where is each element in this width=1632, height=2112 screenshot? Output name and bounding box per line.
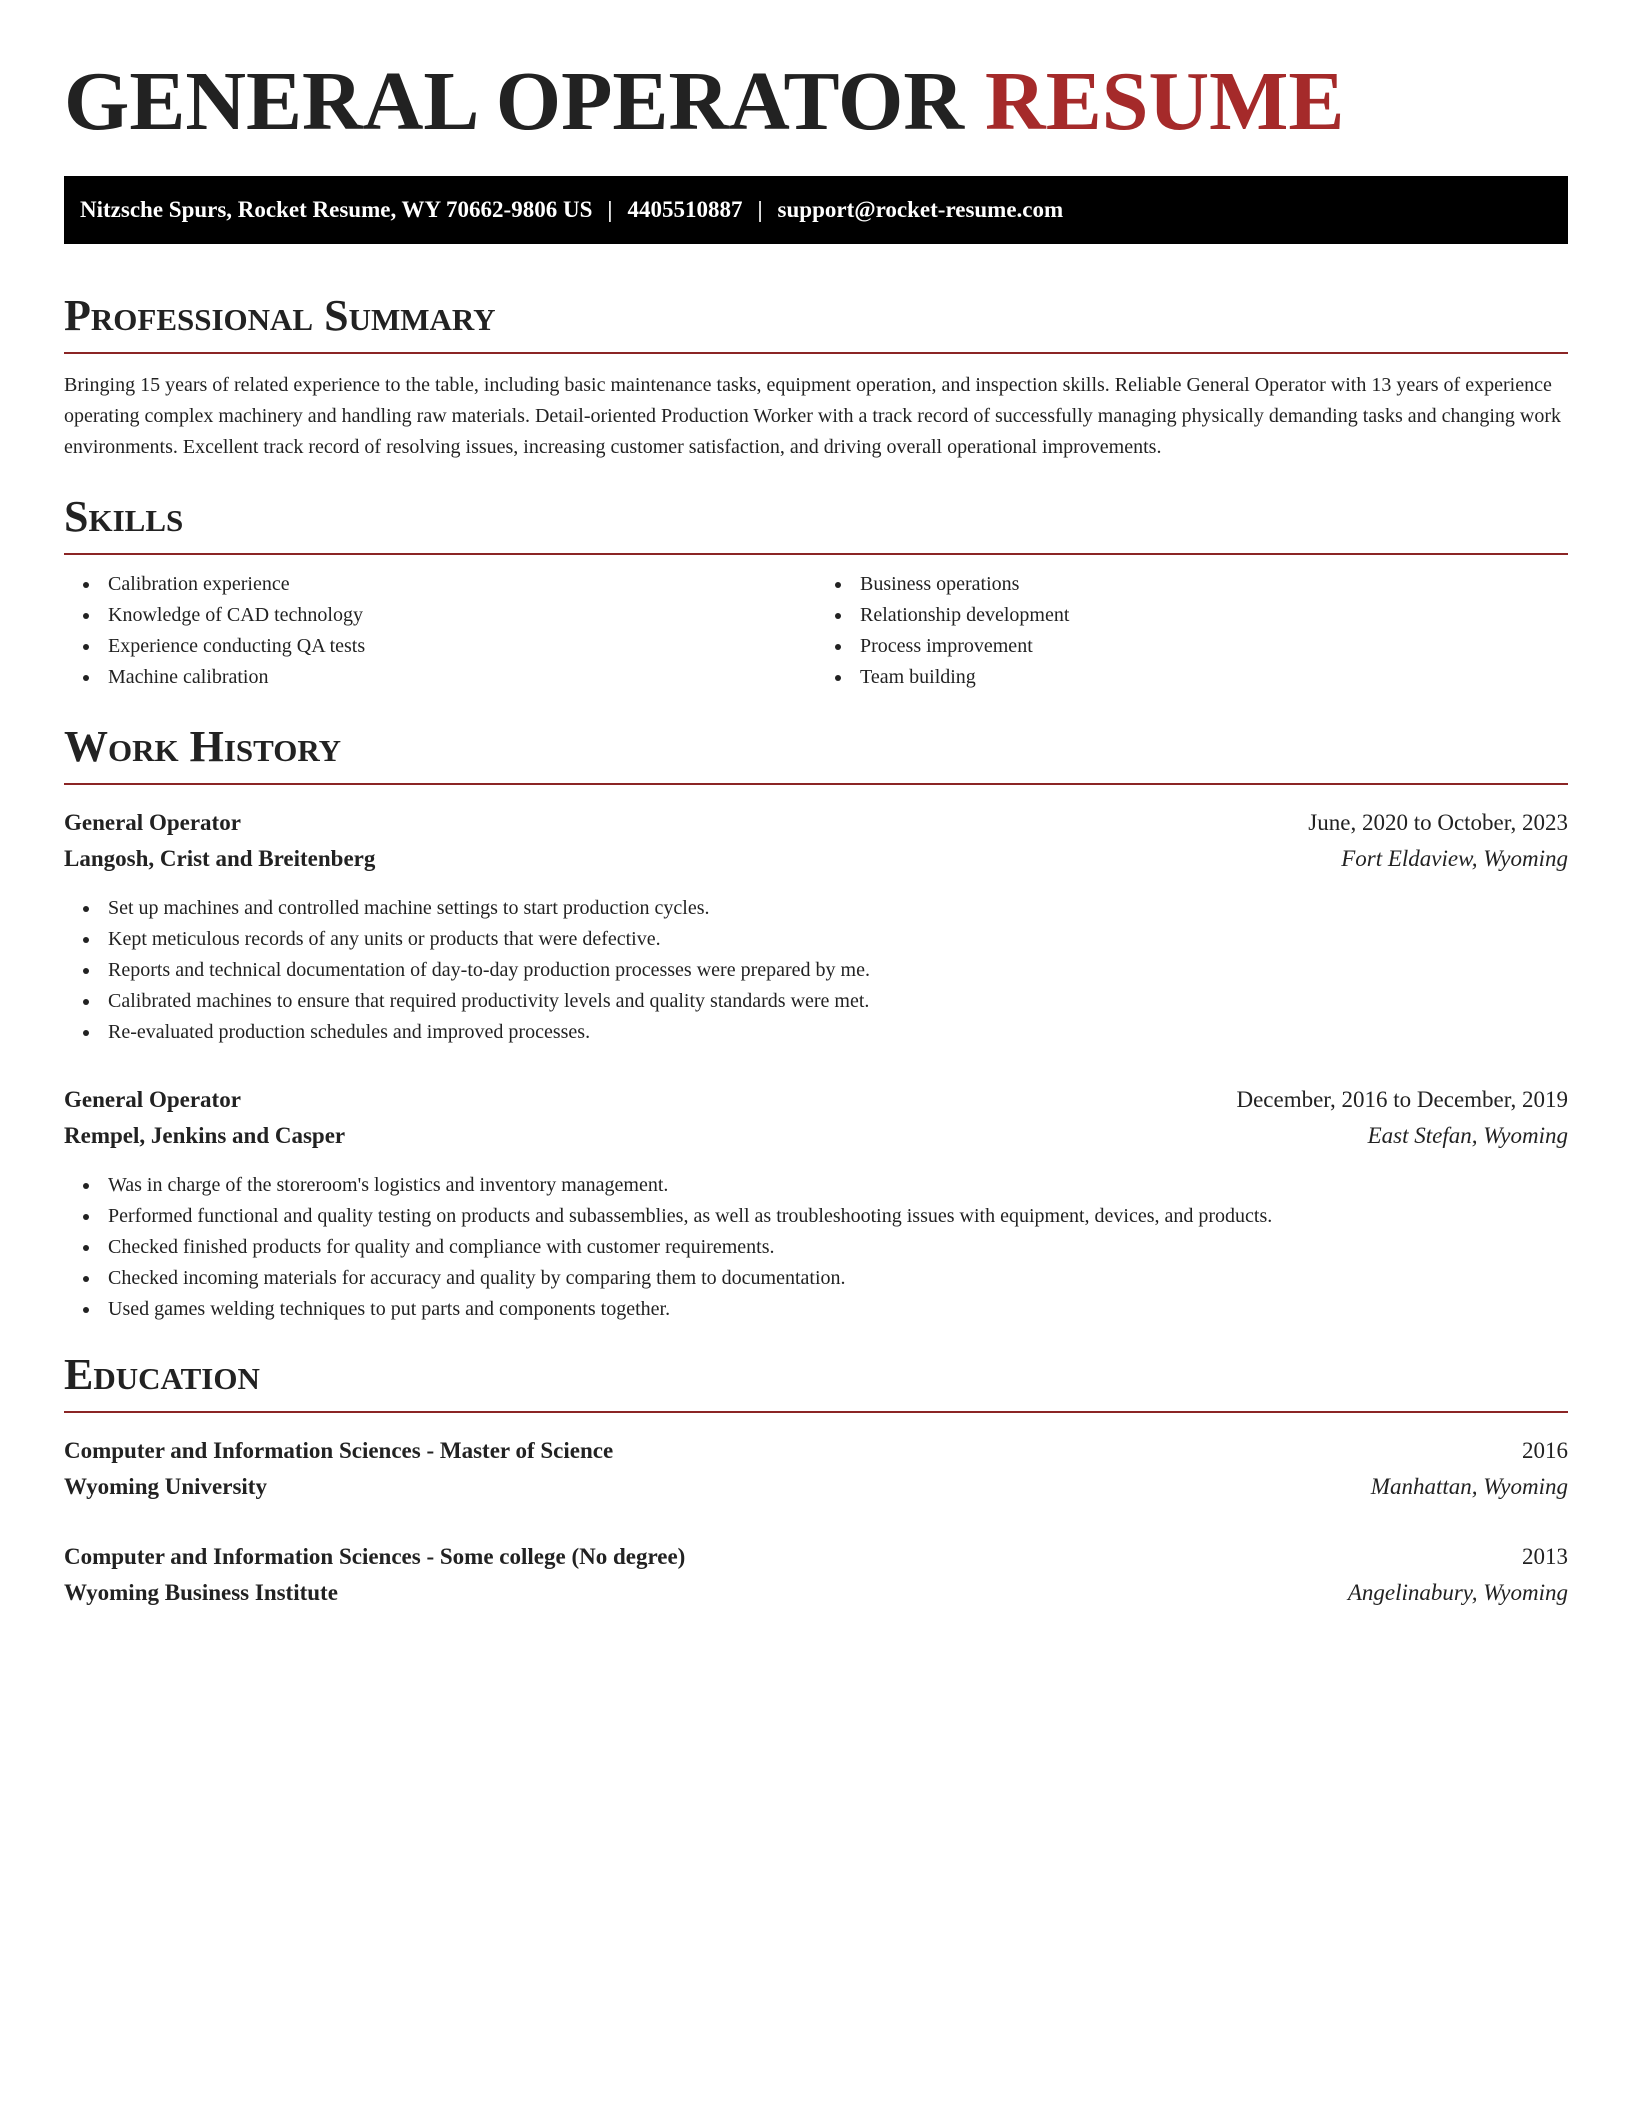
skill-item: Team building: [860, 662, 1568, 693]
education-degree: Computer and Information Sciences - Some college (No degree): [64, 1544, 686, 1569]
job-title: General Operator: [64, 1087, 241, 1112]
section-heading-summary: Professional Summary: [64, 291, 496, 340]
job-bullet: Used games welding techniques to put parts and components together.: [108, 1294, 1568, 1325]
contact-bar: [64, 176, 1568, 244]
contact-separator: |: [607, 197, 613, 222]
job-bullets: [64, 893, 1568, 1048]
job-company: Rempel, Jenkins and Casper: [64, 1123, 346, 1148]
skill-item: Calibration experience: [108, 569, 816, 600]
job-dates: June, 2020 to October, 2023: [1308, 810, 1568, 835]
education-entry: [64, 1433, 1568, 1505]
title-main: GENERAL OPERATOR: [64, 55, 965, 148]
section-divider: [64, 783, 1568, 785]
skills-column-right: [816, 569, 1568, 693]
job-company-row: [64, 841, 1568, 877]
contact-email: support@rocket-resume.com: [777, 197, 1064, 222]
professional-summary-section: [64, 288, 1568, 463]
contact-address: Nitzsche Spurs, Rocket Resume, WY 70662-9806 US: [80, 197, 593, 222]
skill-item: Relationship development: [860, 600, 1568, 631]
contact-phone: 4405510887: [627, 197, 743, 222]
skills-grid: [64, 569, 1568, 693]
education-degree-row: [64, 1433, 1568, 1469]
education-year: 2013: [1522, 1544, 1568, 1569]
work-history-section: [64, 719, 1568, 1325]
education-degree: Computer and Information Sciences - Master of Science: [64, 1438, 614, 1463]
skill-item: Machine calibration: [108, 662, 816, 693]
section-heading-work: Work History: [64, 722, 342, 771]
skills-section: [64, 489, 1568, 693]
job-title: General Operator: [64, 810, 241, 835]
job-header-row: [64, 1082, 1568, 1118]
section-divider: [64, 1411, 1568, 1413]
section-divider: [64, 553, 1568, 555]
skill-item: Knowledge of CAD technology: [108, 600, 816, 631]
education-school: Wyoming University: [64, 1474, 267, 1499]
education-year: 2016: [1522, 1438, 1568, 1463]
section-heading-skills: Skills: [64, 492, 184, 541]
job-bullet: Reports and technical documentation of day-to-day production processes were prepared by me.: [108, 955, 1568, 986]
education-location: Manhattan, Wyoming: [1370, 1474, 1568, 1499]
job-bullet: Kept meticulous records of any units or products that were defective.: [108, 924, 1568, 955]
education-school: Wyoming Business Institute: [64, 1580, 338, 1605]
job-bullet: Set up machines and controlled machine settings to start production cycles.: [108, 893, 1568, 924]
skill-item: Business operations: [860, 569, 1568, 600]
job-bullet: Re-evaluated production schedules and improved processes.: [108, 1017, 1568, 1048]
skill-item: Experience conducting QA tests: [108, 631, 816, 662]
job-entry: [64, 805, 1568, 1048]
job-location: East Stefan, Wyoming: [1367, 1123, 1568, 1148]
title-accent: RESUME: [985, 55, 1345, 148]
section-heading-education: Education: [64, 1350, 260, 1399]
job-bullet: Calibrated machines to ensure that required productivity levels and quality standards were met.: [108, 986, 1568, 1017]
skill-item: Process improvement: [860, 631, 1568, 662]
education-location: Angelinabury, Wyoming: [1347, 1580, 1568, 1605]
education-section: [64, 1347, 1568, 1611]
job-bullet: Checked finished products for quality and compliance with customer requirements.: [108, 1232, 1568, 1263]
job-bullet: Was in charge of the storeroom's logistics and inventory management.: [108, 1170, 1568, 1201]
job-location: Fort Eldaview, Wyoming: [1341, 846, 1568, 871]
job-dates: December, 2016 to December, 2019: [1236, 1087, 1568, 1112]
job-company-row: [64, 1118, 1568, 1154]
summary-text: Bringing 15 years of related experience to the table, including basic maintenance tasks, equipment operation, and inspection skills. Reliable General Operator with 13 years of experience operating complex machinery and handling raw materials. Detail-oriented Production Worker with a track record of successfully managing physically demanding tasks and changing work environments. Excellent track record of resolving issues, increasing customer satisfaction, and driving overall operational improvements.: [64, 374, 1562, 458]
skills-column-left: [64, 569, 816, 693]
education-entry: [64, 1539, 1568, 1611]
education-school-row: [64, 1575, 1568, 1611]
job-header-row: [64, 805, 1568, 841]
job-bullets: [64, 1170, 1568, 1325]
education-degree-row: [64, 1539, 1568, 1575]
job-bullet: Checked incoming materials for accuracy and quality by comparing them to documentation.: [108, 1263, 1568, 1294]
job-bullet: Performed functional and quality testing on products and subassemblies, as well as troubleshooting issues with equipment, devices, and products.: [108, 1201, 1568, 1232]
section-divider: [64, 352, 1568, 354]
contact-separator: |: [757, 197, 763, 222]
resume-title: [64, 54, 1568, 150]
job-company: Langosh, Crist and Breitenberg: [64, 846, 376, 871]
job-entry: [64, 1082, 1568, 1325]
education-school-row: [64, 1469, 1568, 1505]
